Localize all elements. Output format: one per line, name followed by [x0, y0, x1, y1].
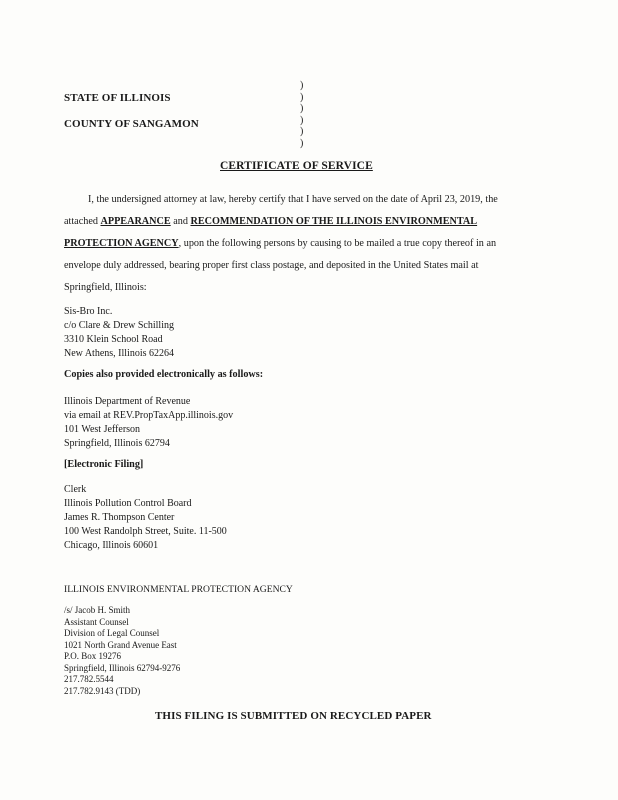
brace: )	[300, 103, 304, 114]
brace: )	[300, 126, 304, 137]
electronic-filing-heading: [Electronic Filing]	[64, 459, 144, 470]
address-line: 3310 Klein School Road	[64, 334, 163, 345]
address-line: Illinois Department of Revenue	[64, 396, 191, 407]
address-line: Chicago, Illinois 60601	[64, 540, 159, 551]
brace: )	[300, 114, 304, 126]
signature-line: P.O. Box 19276	[64, 651, 122, 661]
document-title: CERTIFICATE OF SERVICE	[220, 160, 373, 172]
body-line	[64, 211, 554, 233]
body-line: I, the undersigned attorney at law, hereby certify that I have served on the date of April 23, 2019, the	[88, 194, 498, 205]
signature-line: Assistant Counsel	[64, 616, 129, 627]
address-line: New Athens, Illinois 62264	[64, 348, 174, 359]
body-line	[64, 233, 554, 255]
recycled-paper-footer: THIS FILING IS SUBMITTED ON RECYCLED PAPER	[155, 710, 432, 722]
body-text: attached	[64, 216, 101, 227]
body-line: Springfield, Illinois:	[64, 282, 147, 293]
address-line: Springfield, Illinois 62794	[64, 438, 170, 449]
signature-line: 1021 North Grand Avenue East	[64, 639, 177, 650]
address-line: c/o Clare & Drew Schilling	[64, 320, 174, 331]
recommendation-text: RECOMMENDATION OF THE ILLINOIS ENVIRONMENTAL	[190, 216, 478, 227]
copies-heading: Copies also provided electronically as follows:	[64, 369, 264, 380]
brace: )	[300, 80, 304, 91]
agency-text: PROTECTION AGENCY	[64, 238, 179, 249]
brace: )	[300, 137, 304, 149]
signature-line: 217.782.5544	[64, 674, 114, 684]
brace: )	[300, 91, 304, 103]
signature-line: /s/ Jacob H. Smith	[64, 605, 131, 615]
recipient-address	[64, 483, 227, 553]
agency-name: ILLINOIS ENVIRONMENTAL PROTECTION AGENCY	[64, 584, 293, 595]
signature-block	[64, 605, 180, 697]
signature-line: Springfield, Illinois 62794-9276	[64, 662, 181, 673]
address-line: 101 West Jefferson	[64, 424, 141, 435]
address-line: James R. Thompson Center	[64, 512, 175, 523]
recipient-address	[64, 305, 174, 361]
body-line: envelope duly addressed, bearing proper first class postage, and deposited in the United States mail at	[64, 260, 479, 271]
caption-braces	[300, 80, 303, 149]
county-caption: COUNTY OF SANGAMON	[64, 118, 199, 130]
recipient-address	[64, 395, 233, 451]
address-line: via email at REV.PropTaxApp.illinois.gov	[64, 410, 234, 421]
address-line: Sis-Bro Inc.	[64, 306, 113, 317]
certificate-body	[64, 189, 554, 299]
address-line: 100 West Randolph Street, Suite. 11-500	[64, 526, 227, 537]
address-line: Illinois Pollution Control Board	[64, 498, 192, 509]
body-text: , upon the following persons by causing to be mailed a true copy thereof in an	[178, 238, 497, 249]
address-line: Clerk	[64, 484, 87, 495]
body-text: and	[170, 216, 191, 227]
state-caption: STATE OF ILLINOIS	[64, 92, 171, 104]
appearance-link-text: APPEARANCE	[100, 216, 171, 227]
signature-line: Division of Legal Counsel	[64, 628, 160, 638]
signature-line: 217.782.9143 (TDD)	[64, 685, 141, 696]
